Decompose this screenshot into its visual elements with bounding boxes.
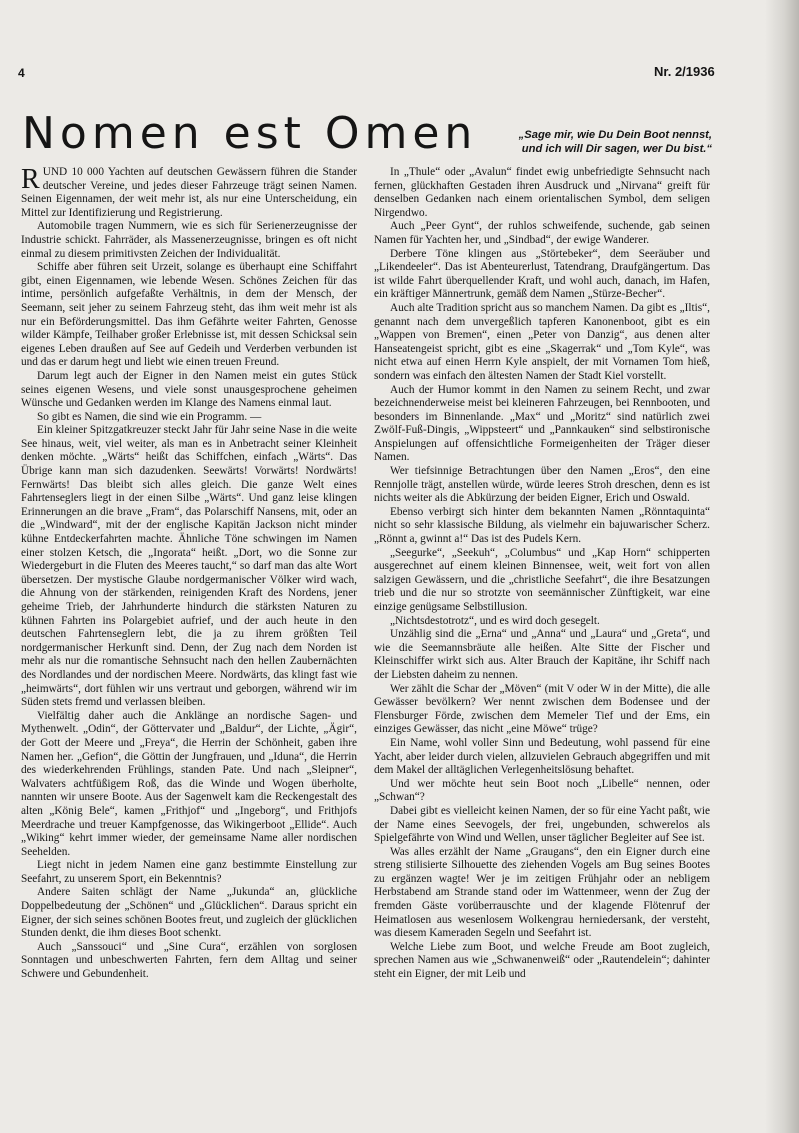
- article-paragraph: [21, 370, 357, 411]
- paragraph-text: Auch „Sanssouci“ und „Sine Cura“, erzählen von sorglosen Sonntagen und unbeschwerten Fahrten, fern dem Alltag und seiner Schwere und Gebundenheit.: [21, 940, 357, 981]
- paragraph-text: Liegt nicht in jedem Namen eine ganz bestimmte Einstellung zur Seefahrt, zu unserem Sport, ein Bekenntnis?: [21, 859, 357, 885]
- article-paragraph: [374, 166, 710, 220]
- paragraph-text: Andere Saiten schlägt der Name „Jukunda“ an, glückliche Doppelbedeutung der „Schönen“ und „Glücklichen“. Daraus spricht ein Eigner, der sich seines schönen Bootes freut, und zugleich der glücklichen Stunden denkt, die ihm dieses Boot schenkt.: [21, 886, 357, 940]
- paragraph-text: „Seegurke“, „Seekuh“, „Columbus“ und „Kap Horn“ schipperten ausgerechnet auf einem kleinen Binnensee, weit, weit fort von allen salzigen Gewässern, und die „christliche Seefahrt“, die ihre Besatzungen trieb und die nur so strotzte von seemännischer Zünftigkeit, war eine einzige genügsame Selbstillusion.: [374, 546, 710, 613]
- paragraph-text: Und wer möchte heut sein Boot noch „Libelle“ nennen, oder „Schwan“?: [374, 777, 710, 804]
- issue-number: Nr. 2/1936: [654, 64, 715, 79]
- paragraph-text: Wer zählt die Schar der „Möven“ (mit V oder W in der Mitte), die alle Gewässer bevölkern? Wer nennt zwischen dem Bodensee und der Flensburger Förde, zwischen dem Memeler Tief und der Ems, ein einziges Gewässer, das nicht „eine Möwe“ trüge?: [374, 682, 710, 736]
- paragraph-text: Wer tiefsinnige Betrachtungen über den Namen „Eros“, den eine Rennjolle trägt, anstellen würde, würde leeres Stroh dreschen, denn es ist nichts weiter als die Abkürzung der beiden Eigner, Erich und Oswald.: [374, 465, 710, 505]
- paragraph-text: UND 10 000 Yachten auf deutschen Gewässern führen die Stander deutscher Vereine, und jedes dieser Fahrzeuge trägt seinen Namen. Seinen Eigennamen, der weit mehr ist, als nur eine Unterscheidung, ein Mittel zur Identifizierung und Registrierung.: [21, 166, 357, 219]
- article-paragraph: [21, 859, 357, 886]
- article-paragraph: [374, 547, 710, 615]
- paragraph-text: Auch der Humor kommt in den Namen zu seinem Recht, und zwar bezeichnenderweise meist bei kleineren Fahrzeugen, bei Rennbooten, und besonders im Binnenlande. „Max“ und „Moritz“ sind natürlich zwei Zwölf-Fuß-Dingis, „Wippsteert“ und „Pannkauken“ sind selbstironische Anspielungen auf offensichtliche Formeigenheiten der Träger dieser Namen.: [374, 383, 710, 464]
- page-gutter-shadow: [765, 0, 799, 1133]
- article-paragraph: [374, 302, 710, 384]
- article-paragraph: [374, 465, 710, 506]
- paragraph-text: Derbere Töne klingen aus „Störtebeker“, dem Seeräuber und „Likendeeler“. Das ist Abenteurerlust, Tatendrang, Draufgängertum. Das ist wilde Fahrt überquellender Kraft, und wohl auch, danach, im Hafen, ein kräftiger Männertrunk, gemäß dem Namen „Stürze-Becher“.: [374, 247, 710, 301]
- paragraph-text: Welche Liebe zum Boot, und welche Freude am Boot zugleich, sprechen Namen aus wie „Schwanenweiß“ oder „Rautendelein“; dahinter steht ein Eigner, der mit Leib und: [374, 940, 710, 981]
- article-paragraph: [21, 941, 357, 982]
- paragraph-text: Ein Name, wohl voller Sinn und Bedeutung, wohl passend für eine Yacht, aber leider durch vielen, allzuvielen Gebrauch abgegriffen und mit dem Makel der alltäglichen Verlegenheitslösung behaftet.: [374, 736, 710, 777]
- paragraph-text: Dabei gibt es vielleicht keinen Namen, der so für eine Yacht paßt, wie der Name eines Seevogels, der frei, ungebunden, schwerelos als Spielgefährte von Wind und Wellen, unser täglicher Begleiter auf See ist.: [374, 804, 710, 845]
- article-paragraph: [374, 384, 710, 466]
- article-paragraph: [374, 220, 710, 247]
- paragraph-text: Ein kleiner Spitzgatkreuzer steckt Jahr für Jahr seine Nase in die weite See hinaus, weit, viel weiter, als man es in Anbetracht seiner Kleinheit denken möchte. „Wärts“ heißt das Schiffchen, einfach „Wärts“. Das Übrige kann man sich dazudenken. Seewärts! Vorwärts! Nordwärts! Fernwärts! Das bleibt sich alles gleich. Die ganze Welt eines Fahrtenseglers liegt in der einen Silbe „Wärts“. Und ganz leise klingen Erinnerungen an die brave „Fram“, das Polarschiff Nansens, mit, oder an die „Windward“, mit der der englische Kapitän Jackson nicht minder kühne Entdeckerfahrten machte. Ähnliche Töne schwingen im Namen einer stolzen Ketsch, die „Ingorata“ heißt. „Dort, wo die Sonne zur Wiedergeburt in die Fluten des Meeres taucht,“ so darf man das alte Wort übersetzen. Der mystische Glaube nordgermanischer Völker wird wach, die Ahnung von der stärkenden, reinigenden Kraft des Nordens, jener geheime Trieb, der Jahrhunderte hindurch die stärksten Naturen zu kühnen Fahrten ins Polargebiet aufrief, und der auch heute in den deutschen Fahrtenseglern lebt, die ja zu ihrem größten Teil nordgermanischer Herkunft sind. Denn, der Zug nach dem Norden ist mehr als nur die romantische Sehnsucht nach den hellen Zaubernächten des Nordlandes und der nordischen Meere. Nordwärts, das klingt fast wie „heimwärts“, dort fühlen wir uns vertraut und geborgen, während wir im Süden stets fremd und verlassen bleiben.: [21, 424, 357, 709]
- article-paragraph: [374, 683, 710, 737]
- paragraph-text: Schiffe aber führen seit Urzeit, solange es überhaupt eine Schiffahrt gibt, einen Eigennamen, wie lebende Wesen. Schönes Zeichen für das intime, persönlich aufgefaßte Verhältnis, in dem der Mensch, der Seemann, seit jeher zu seinem Fahrzeug steht, das ihm weit mehr ist als nur ein Beförderungsmittel. Das ihm Gefährte weiter Fahrten, Genosse wilder Kämpfe, Teilhaber großer Erlebnisse ist, mit dessen Schicksal sein eigenes Leben draußen auf See auf Gedeih und Verderben verbunden ist und das er darum hegt und liebt wie einen treuen Freund.: [21, 261, 357, 369]
- article-column-right: [374, 166, 710, 982]
- article-paragraph: [21, 886, 357, 940]
- article-paragraph: [374, 941, 710, 982]
- paragraph-text: Unzählig sind die „Erna“ und „Anna“ und „Laura“ und „Greta“, und wie die Seemannsbräute alle heißen. Alte Sitte der Fischer und Kleinschiffer wirkt sich aus. Alter Brauch der Kapitäne, ihr Schiff nach der Liebsten daheim zu nennen.: [374, 628, 710, 681]
- article-paragraph: [21, 166, 357, 220]
- paragraph-text: So gibt es Namen, die sind wie ein Programm. —: [37, 410, 262, 423]
- article-paragraph: [374, 506, 710, 547]
- article-paragraph: [374, 778, 710, 805]
- article-paragraph: [374, 737, 710, 778]
- paragraph-text: Ebenso verbirgt sich hinter dem bekannten Namen „Rönntaquinta“ nicht so sehr klassische Bildung, als vielmehr ein bajuwarischer Scherz. „Rönnt a, gwinnt a!“ Das ist des Pudels Kern.: [374, 505, 710, 546]
- paragraph-text: Darum legt auch der Eigner in den Namen meist ein gutes Stück seines eigenen Wesens, und viele sonst unausgesprochene geheimen Wünsche und Gedanken werden im Klange des Namens einmal laut.: [21, 369, 357, 410]
- page-number: 4: [18, 66, 25, 80]
- paragraph-text: Auch alte Tradition spricht aus so manchem Namen. Da gibt es „Iltis“, genannt nach dem unvergeßlich tapferen Kanonenboot, gibt es ein „Wappen von Bremen“, einen „Peter von Danzig“, aus denen alter Hanseatengeist spricht, gibt es eine „Skagerrak“ und „Tom Kyle“, was nicht etwa auf einen Herrn Kyle anspielt, der mit Vornamen Tom hieß, sondern was einfach den ältesten Namen der Stadt Kiel vorstellt.: [374, 301, 710, 382]
- article-paragraph: [374, 615, 710, 629]
- article-paragraph: [21, 710, 357, 860]
- drop-cap: R: [21, 164, 40, 195]
- paragraph-text: Automobile tragen Nummern, wie es sich für Serienerzeugnisse der Industrie schickt. Fahrräder, als Massenerzeugnisse, bringen es oft nicht einmal zu diesem primitivsten Zeichen der Individualität.: [21, 220, 357, 260]
- article-motto: „Sage mir, wie Du Dein Boot nennst, und ich will Dir sagen, wer Du bist.“: [518, 129, 712, 155]
- article-paragraph: [21, 261, 357, 370]
- article-paragraph: [21, 424, 357, 709]
- article-column-left: [21, 166, 357, 982]
- article-paragraph: [374, 805, 710, 846]
- paragraph-text: Vielfältig daher auch die Anklänge an nordische Sagen- und Mythenwelt. „Odin“, der Göttervater und „Baldur“, der Lichte, „Ägir“, der Gott der Meere und „Freya“, die Herrin der Schönheit, gaben ihre Namen her. „Gefion“, die Göttin der Jungfrauen, und „Iduna“, die Herrin des wiederkehrenden Frühlings, standen Pate. Und nach „Sleipner“, Walvaters achtfüßigem Roß, das die Winde und Wogen überholte, nannten wir unsere Boote. Aus der Sagenwelt kam die Reckengestalt des alten „König Bele“, kamen „Frithjof“ und „Ingeborg“, und Frithjofs Meerdrache und treuer Kampfgenosse, das Wikingerboot „Ellide“. Auch „Wiking“ kehrt immer wieder, der gemeinsame Name aller nordischen Seehelden.: [21, 709, 357, 858]
- article-paragraph: [374, 846, 710, 941]
- article-paragraph: [21, 220, 357, 261]
- article-paragraph: [374, 628, 710, 682]
- article-paragraph: [21, 411, 357, 425]
- paragraph-text: In „Thule“ oder „Avalun“ findet ewig unbefriedigte Sehnsucht nach fernen, glückhaften Gestaden ihren Ausdruck und „Nirvana“ greift für denselben Gedanken nach einem orientalischen Symbol, dem seligen Nirgendwo.: [374, 166, 710, 219]
- article-paragraph: [374, 248, 710, 302]
- paragraph-text: Auch „Peer Gynt“, der ruhlos schweifende, suchende, gab seinen Namen für Yachten her, und „Sindbad“, der ewige Wanderer.: [374, 220, 710, 246]
- paragraph-text: „Nichtsdestotrotz“, und es wird doch gesegelt.: [390, 614, 600, 627]
- paragraph-text: Was alles erzählt der Name „Graugans“, den ein Eigner durch eine streng stilisierte Silhouette des ziehenden Vogels am Bug seines Bootes zu ergänzen wagte! Wer je im zeitigen Frühjahr oder an nebligem Herbstabend am Strande stand oder im Wattenmeer, wenn der Zug der fremden Gäste vorüberrauschte und der klagende Flötenruf der Heimatlosen aus wesenlosem Wolkengrau herniedersank, der versteht, was diesem Kameraden Segeln und Seefahrt ist.: [374, 845, 710, 940]
- article-title: Nomen est Omen: [22, 108, 478, 159]
